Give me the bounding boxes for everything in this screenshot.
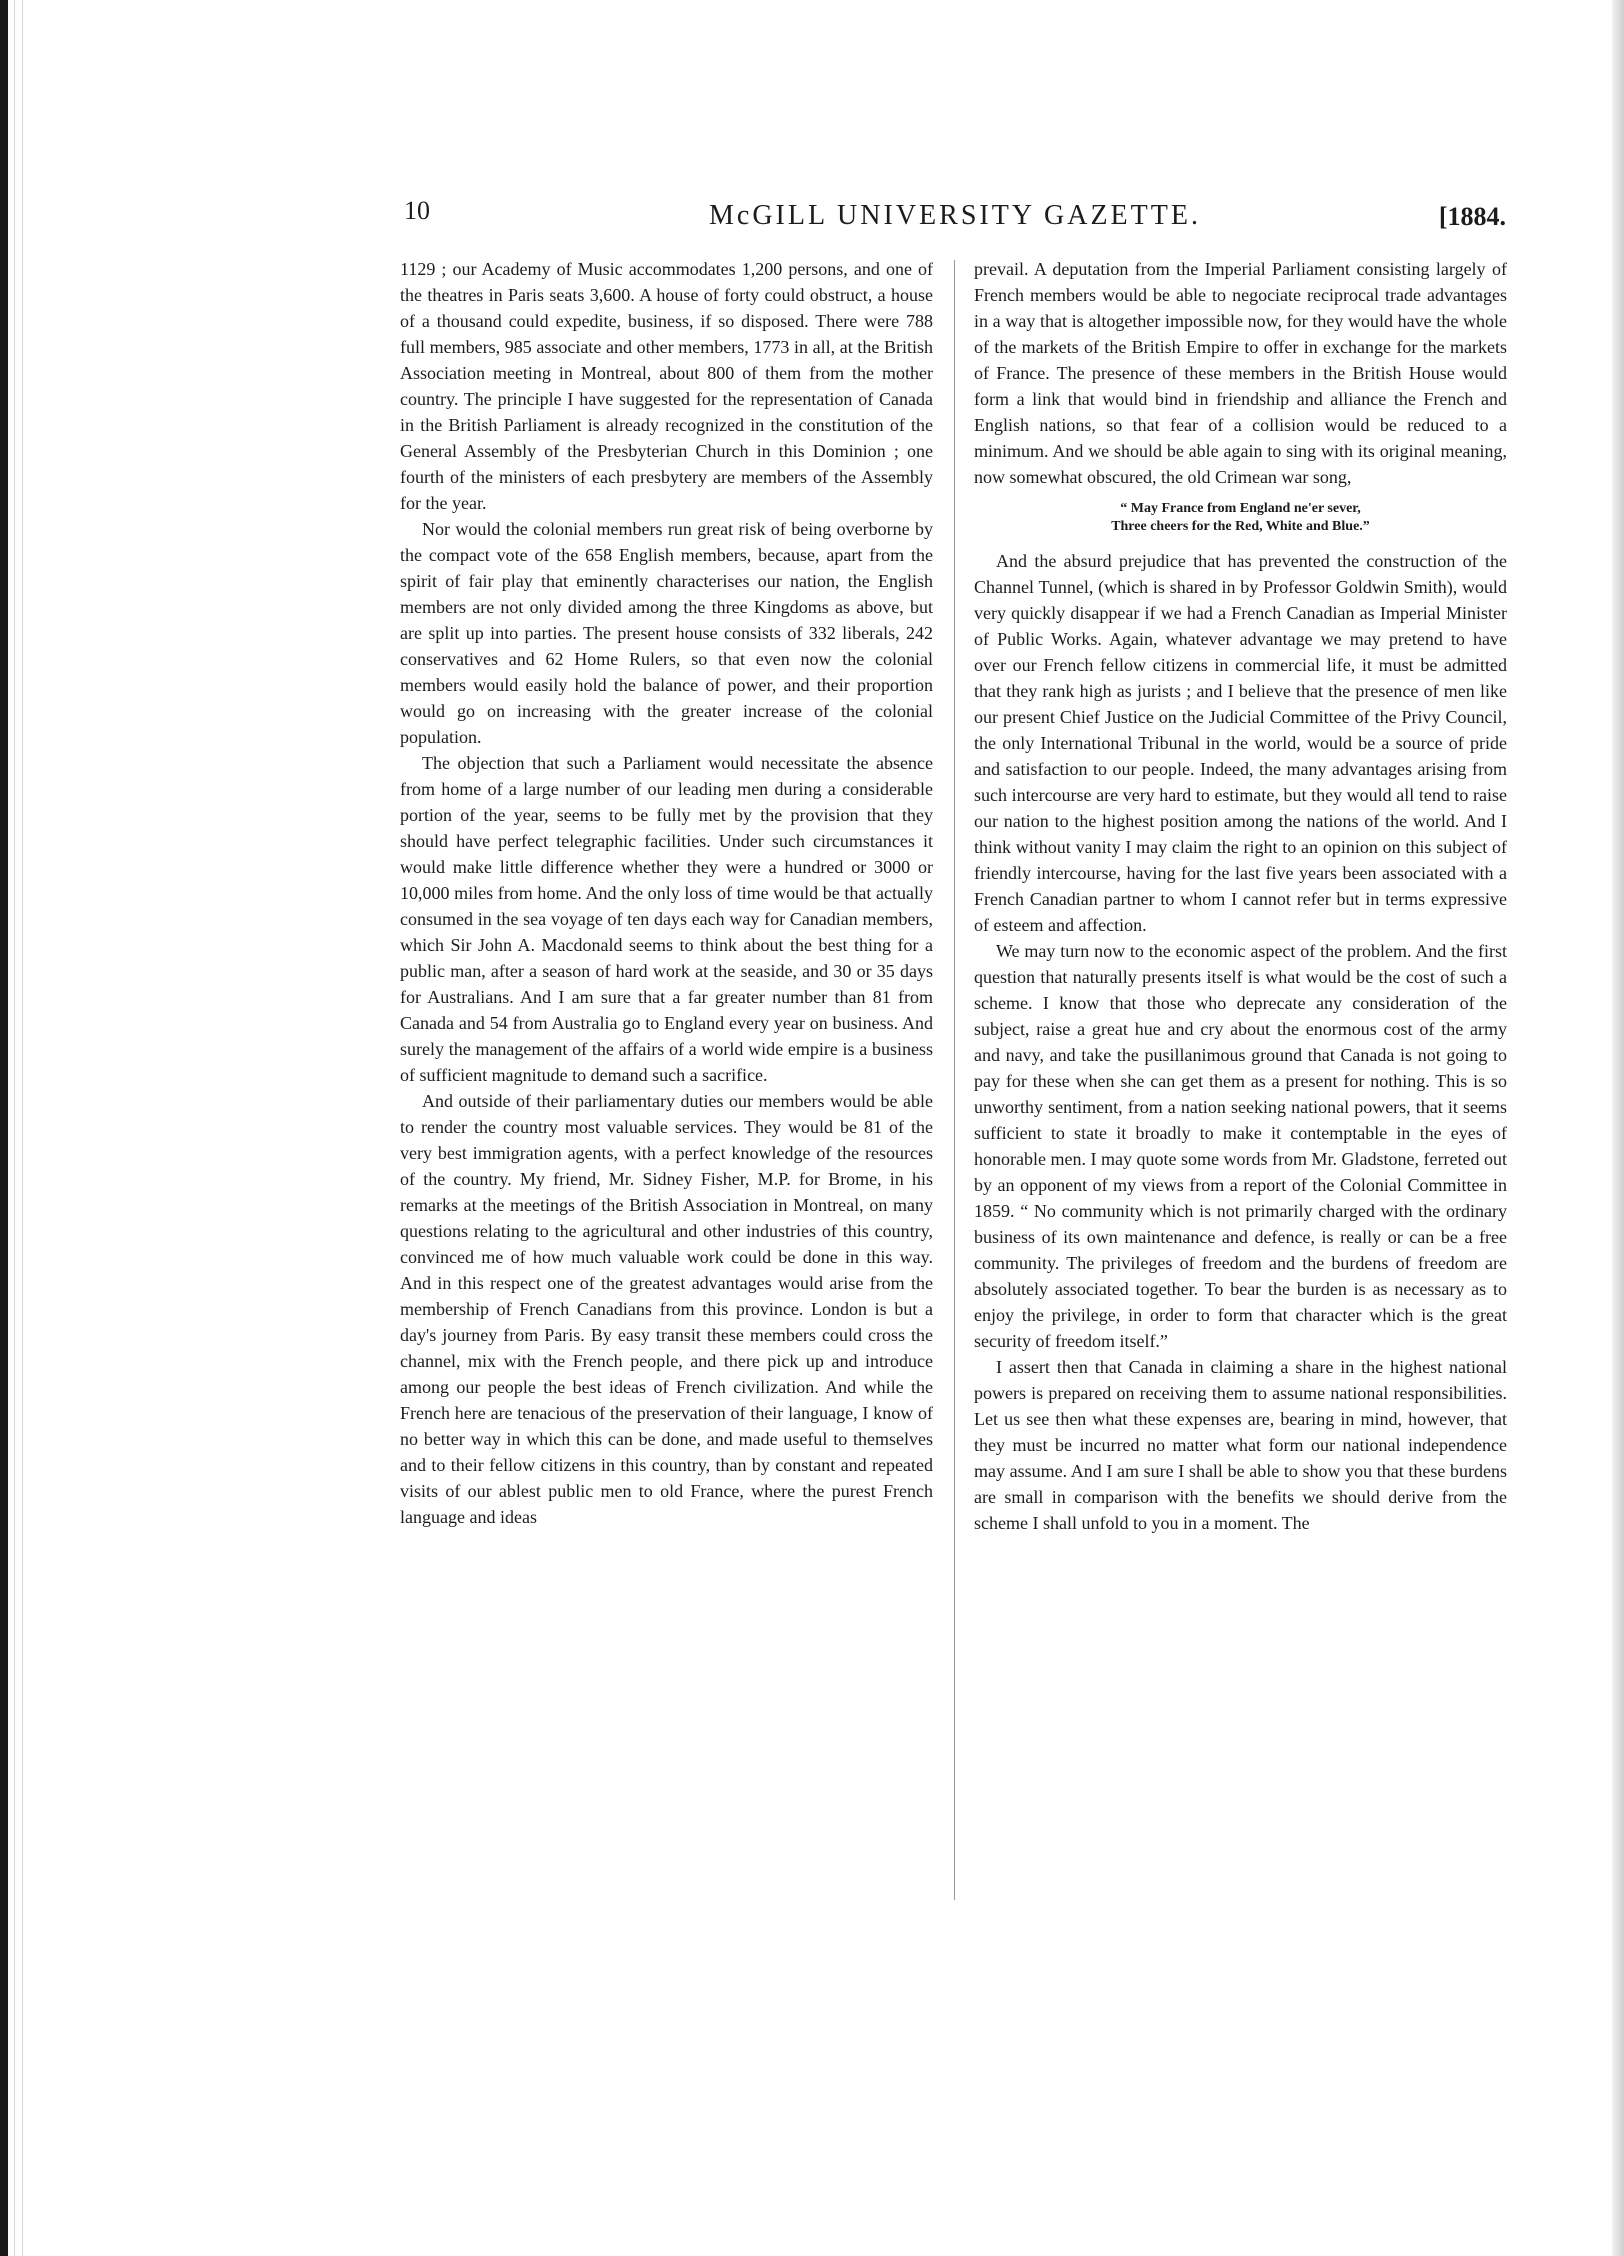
scan-page-edge-line: [14, 0, 15, 2256]
verse-quote: [974, 500, 1507, 536]
paragraph: And outside of their parliamentary duties our members would be able to render the country most valuable services. They would be 81 of the very best immigration agents, with a perfect knowledge of the resources of the country. My friend, Mr. Sidney Fisher, M.P. for Brome, in his remarks at the meetings of the British Association in Montreal, on many questions relating to the agricultural and other industries of this country, convinced me of how much valuable work could be done in this way. And in this respect one of the greatest advantages would arise from the membership of French Canadians from this province. London is but a day's journey from Paris. By easy transit these members could cross the channel, mix with the French people, and there pick up and introduce among our people the best ideas of French civilization. And while the French here are tenacious of the preservation of their language, I know of no better way in which this can be done, and made useful to themselves and to their fellow citizens in this country, than by constant and repeated visits of our ablest public men to old France, where the purest French language and ideas: [400, 1091, 933, 1527]
verse-line: “ May France from England ne'er sever,: [1120, 501, 1361, 516]
paragraph: Nor would the colonial members run great risk of being overborne by the compact vote of the 658 English members, because, apart from the spirit of fair play that eminently characterises our nation, the English members are not only divided among the three Kingdoms as above, but are split up into parties. The present house consists of 332 liberals, 242 conservatives and 62 Home Rulers, so that even now the colonial members would easily hold the balance of power, and their proportion would go on increasing with the greater increase of the colonial population.: [400, 519, 933, 747]
right-column: [974, 256, 1507, 1536]
paragraph: The objection that such a Parliament would necessitate the absence from home of a large number of our leading men during a considerable portion of the year, seems to be fully met by the provision that they should have perfect telegraphic facilities. Under such circumstances it would make little difference whether they were a hundred or 3000 or 10,000 miles from home. And the only loss of time would be that actually consumed in the sea voyage of ten days each way for Canadian members, which Sir John A. Macdonald seems to think about the best thing for a public man, after a season of hard work at the seaside, and 30 or 35 days for Australians. And I am sure that a far greater number than 81 from Canada and 54 from Australia go to England every year on business. And surely the management of the affairs of a world wide empire is a business of sufficient magnitude to demand such a sacrifice.: [400, 753, 933, 1085]
paragraph: I assert then that Canada in claiming a share in the highest national powers is prepared on receiving them to assume national responsibilities. Let us see then what these expenses are, bearing in mind, however, that they must be incurred no matter what form our national independence may assume. And I am sure I shall be able to show you that these burdens are small in comparison with the benefits we should derive from the scheme I shall unfold to you in a moment. The: [974, 1357, 1507, 1533]
scan-page-edge-line: [22, 0, 23, 2256]
gazette-page: [400, 190, 1510, 2040]
paragraph: 1129 ; our Academy of Music accommodates 1,200 persons, and one of the theatres in Paris seats 3,600. A house of forty could obstruct, a house of a thousand could expedite, business, if so disposed. There were 788 full members, 985 associate and other members, 1773 in all, at the British Association meeting in Montreal, about 800 of them from the mother country. The principle I have suggested for the representation of Canada in the British Parliament is already recognized in the constitution of the General Assembly of the Presbyterian Church in this Dominion ; one fourth of the ministers of each presbytery are members of the Assembly for the year.: [400, 259, 933, 513]
paragraph: And the absurd prejudice that has prevented the construction of the Channel Tunnel, (which is shared in by Professor Goldwin Smith), would very quickly disappear if we had a French Canadian as Imperial Minister of Public Works. Again, whatever advantage we may pretend to have over our French fellow citizens in commercial life, it must be admitted that they rank high as jurists ; and I believe that the presence of men like our present Chief Justice on the Judicial Committee of the Privy Council, the only International Tribunal in the world, would be a source of pride and satisfaction to our people. Indeed, the many advantages arising from such intercourse are very hard to estimate, but they would all tend to raise our nation to the highest position among the nations of the world. And I think without vanity I may claim the right to an opinion on this subject of friendly intercourse, having for the last five years been associated with a French Canadian partner to whom I cannot refer but in terms expressive of esteem and affection.: [974, 551, 1507, 935]
issue-year: [1884.: [1438, 202, 1506, 231]
scan-gutter-bar: [0, 0, 8, 2256]
journal-title: McGILL UNIVERSITY GAZETTE.: [709, 200, 1201, 231]
page-number: 10: [404, 196, 430, 225]
paragraph: We may turn now to the economic aspect of the problem. And the first question that naturally presents itself is what would be the cost of such a scheme. I know that those who deprecate any consideration of the subject, raise a great hue and cry about the enormous cost of the army and navy, and take the pusillanimous ground that Canada is not going to pay for these when she can get them as a present for nothing. This is so unworthy sentiment, from a nation seeking national powers, that it seems sufficient to state it broadly to make it contemptable in the eyes of honorable men. I may quote some words from Mr. Gladstone, ferreted out by an opponent of my views from a report of the Colonial Committee in 1859. “ No community which is not primarily charged with the ordinary business of its own maintenance and defence, is really or can be a free community. The privileges of freedom and the burdens of freedom are absolutely associated together. To bear the burden is as necessary as to enjoy the privilege, in order to form that character which is the great security of freedom itself.”: [974, 941, 1507, 1351]
running-header: [400, 190, 1510, 242]
scan-right-edge: [1612, 0, 1624, 2256]
left-column: [400, 256, 933, 1530]
verse-line: Three cheers for the Red, White and Blue.”: [1111, 519, 1370, 534]
article-columns: [400, 256, 1510, 2036]
paragraph: prevail. A deputation from the Imperial Parliament consisting largely of French members would be able to negociate reciprocal trade advantages in a way that is altogether impossible now, for they would have the whole of the markets of the British Empire to offer in exchange for the markets of France. The presence of these members in the British House would form a link that would bind in friendship and alliance the French and English nations, so that fear of a collision would be reduced to a minimum. And we should be able again to sing with its original meaning, now somewhat obscured, the old Crimean war song,: [974, 259, 1507, 487]
column-rule: [954, 260, 955, 1900]
